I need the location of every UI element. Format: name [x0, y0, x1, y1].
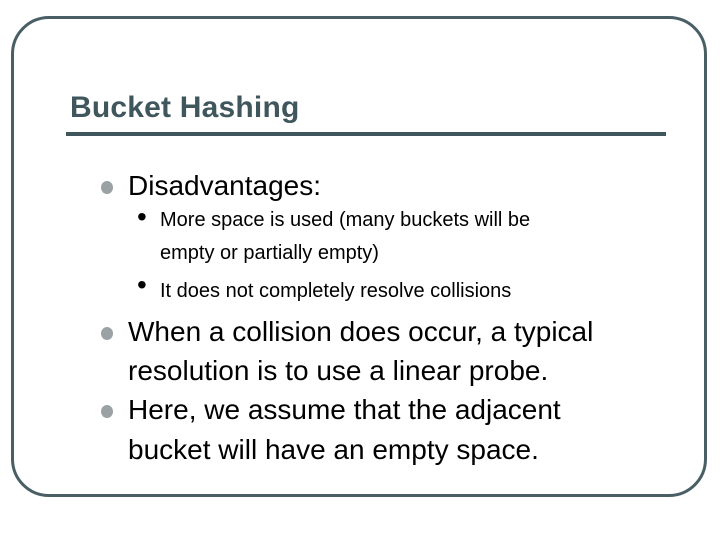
bullet-2-line-1: When a collision does occur, a typical: [128, 316, 594, 347]
subbullet-1-line-2: empty or partially empty): [160, 242, 379, 264]
slide-title: Bucket Hashing: [70, 91, 300, 124]
subbullet-1-line-1: More space is used (many buckets will be: [160, 209, 531, 231]
bullet-3-line-2: bucket will have an empty space.: [128, 434, 539, 465]
bullet-2-line-2: resolution is to use a linear probe.: [128, 355, 549, 386]
bullet-marker-3: [101, 405, 113, 418]
bullet-3-line-1: Here, we assume that the adjacent: [128, 394, 561, 425]
subbullet-2-line-1: It does not completely resolve collisions: [160, 280, 512, 302]
subbullet-marker-2: •: [137, 269, 147, 300]
bullet-marker-2: [101, 327, 113, 340]
title-underline: [66, 132, 666, 136]
subbullet-marker-1: •: [137, 201, 147, 232]
bullet-marker-1: [101, 181, 113, 194]
bullet-1-text: Disadvantages:: [128, 170, 322, 201]
